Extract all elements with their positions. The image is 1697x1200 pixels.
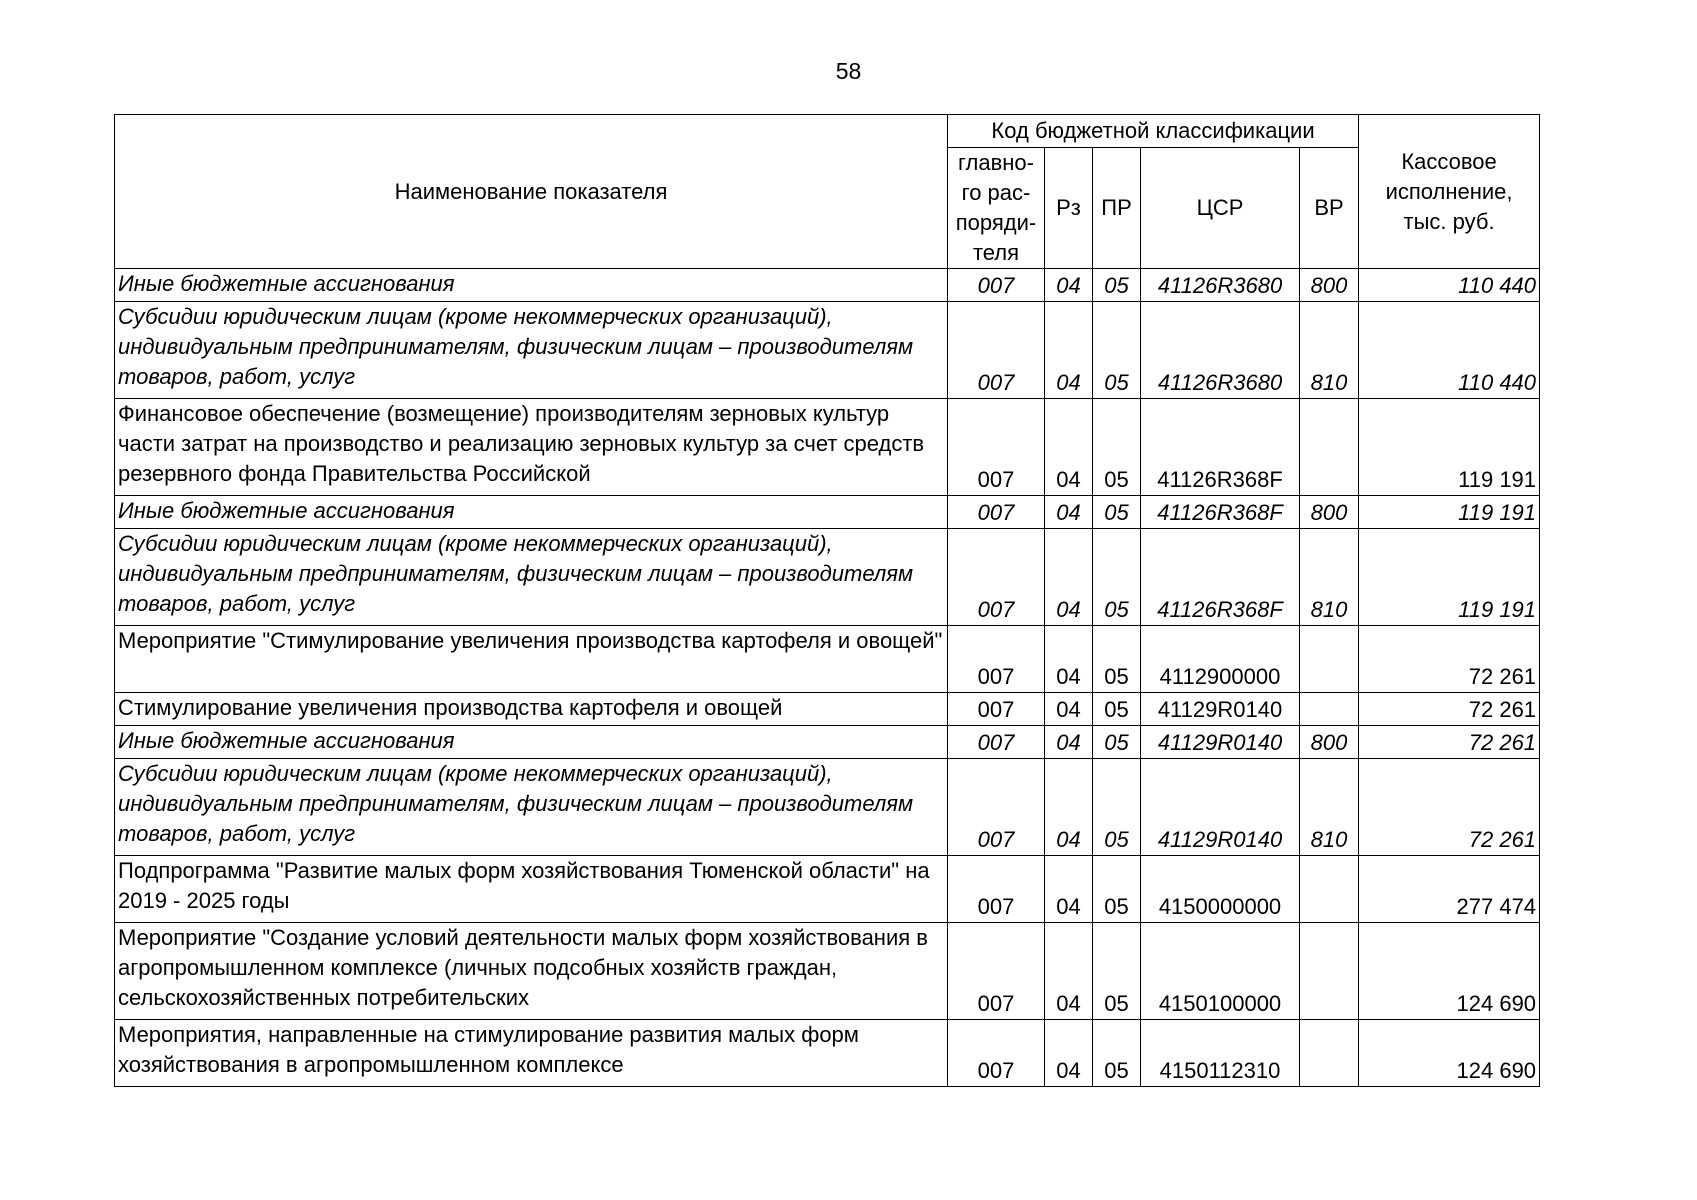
row-csr: 4150100000 [1141, 923, 1300, 1020]
row-gr: 007 [948, 759, 1045, 856]
table-row [115, 693, 1540, 726]
row-name: Иные бюджетные ассигнования [115, 269, 948, 302]
row-amount: 72 261 [1359, 726, 1540, 759]
row-vr [1300, 693, 1359, 726]
row-pr: 05 [1093, 1020, 1141, 1087]
row-pr: 05 [1093, 626, 1141, 693]
table-row [115, 496, 1540, 529]
row-rz: 04 [1045, 399, 1093, 496]
row-gr: 007 [948, 269, 1045, 302]
row-rz: 04 [1045, 693, 1093, 726]
row-name: Иные бюджетные ассигнования [115, 726, 948, 759]
table-row [115, 1020, 1540, 1087]
table-row [115, 856, 1540, 923]
row-amount: 124 690 [1359, 923, 1540, 1020]
row-name: Подпрограмма "Развитие малых форм хозяйствования Тюменской области" на 2019 - 2025 годы [115, 856, 948, 923]
row-pr: 05 [1093, 399, 1141, 496]
row-gr: 007 [948, 496, 1045, 529]
row-vr: 800 [1300, 726, 1359, 759]
row-rz: 04 [1045, 269, 1093, 302]
row-csr: 4150000000 [1141, 856, 1300, 923]
row-amount: 72 261 [1359, 693, 1540, 726]
row-vr: 810 [1300, 529, 1359, 626]
row-amount: 110 440 [1359, 302, 1540, 399]
row-csr: 41129R0140 [1141, 693, 1300, 726]
header-rz: Рз [1045, 148, 1093, 269]
header-kbk-group: Код бюджетной классификации [948, 115, 1359, 148]
row-amount: 119 191 [1359, 496, 1540, 529]
row-name: Мероприятия, направленные на стимулирование развития малых форм хозяйствования в агропромышленном комплексе [115, 1020, 948, 1087]
row-gr: 007 [948, 399, 1045, 496]
row-csr: 41129R0140 [1141, 726, 1300, 759]
row-pr: 05 [1093, 856, 1141, 923]
row-rz: 04 [1045, 302, 1093, 399]
row-amount: 277 474 [1359, 856, 1540, 923]
row-rz: 04 [1045, 1020, 1093, 1087]
table-row [115, 626, 1540, 693]
row-csr: 41129R0140 [1141, 759, 1300, 856]
row-pr: 05 [1093, 726, 1141, 759]
table-body [115, 269, 1540, 1087]
row-amount: 119 191 [1359, 529, 1540, 626]
table-row [115, 269, 1540, 302]
budget-table [114, 114, 1540, 1087]
row-name: Субсидии юридическим лицам (кроме некоммерческих организаций), индивидуальным предпринимателям, физическим лицам – производителям товаров, работ, услуг [115, 302, 948, 399]
row-rz: 04 [1045, 923, 1093, 1020]
row-amount: 124 690 [1359, 1020, 1540, 1087]
table-row [115, 759, 1540, 856]
row-amount: 110 440 [1359, 269, 1540, 302]
row-rz: 04 [1045, 626, 1093, 693]
header-vr: ВР [1300, 148, 1359, 269]
row-csr: 4150112310 [1141, 1020, 1300, 1087]
row-vr [1300, 923, 1359, 1020]
row-pr: 05 [1093, 269, 1141, 302]
row-gr: 007 [948, 302, 1045, 399]
header-name: Наименование показателя [115, 115, 948, 269]
table-row [115, 529, 1540, 626]
header-gr: главно- го рас- поряди- теля [948, 148, 1045, 269]
row-gr: 007 [948, 626, 1045, 693]
table-row [115, 302, 1540, 399]
row-name: Мероприятие "Создание условий деятельности малых форм хозяйствования в агропромышленном комплексе (личных подсобных хозяйств граждан, сельскохозяйственных потребительских [115, 923, 948, 1020]
page-number: 58 [835, 58, 862, 84]
row-vr: 800 [1300, 496, 1359, 529]
row-pr: 05 [1093, 529, 1141, 626]
row-csr: 41126R368F [1141, 399, 1300, 496]
row-vr [1300, 626, 1359, 693]
row-rz: 04 [1045, 726, 1093, 759]
row-vr [1300, 856, 1359, 923]
row-csr: 4112900000 [1141, 626, 1300, 693]
row-gr: 007 [948, 693, 1045, 726]
row-pr: 05 [1093, 693, 1141, 726]
table-row [115, 399, 1540, 496]
row-vr [1300, 399, 1359, 496]
row-gr: 007 [948, 1020, 1045, 1087]
row-amount: 72 261 [1359, 626, 1540, 693]
row-rz: 04 [1045, 759, 1093, 856]
row-gr: 007 [948, 529, 1045, 626]
row-name: Субсидии юридическим лицам (кроме некоммерческих организаций), индивидуальным предпринимателям, физическим лицам – производителям товаров, работ, услуг [115, 759, 948, 856]
row-pr: 05 [1093, 923, 1141, 1020]
row-name: Иные бюджетные ассигнования [115, 496, 948, 529]
row-gr: 007 [948, 856, 1045, 923]
row-gr: 007 [948, 726, 1045, 759]
row-pr: 05 [1093, 302, 1141, 399]
row-vr: 810 [1300, 759, 1359, 856]
row-pr: 05 [1093, 496, 1141, 529]
row-name: Стимулирование увеличения производства картофеля и овощей [115, 693, 948, 726]
row-name: Финансовое обеспечение (возмещение) производителям зерновых культур части затрат на производство и реализацию зерновых культур за счет средств резервного фонда Правительства Российской [115, 399, 948, 496]
header-amount: Кассовое исполнение, тыс. руб. [1359, 115, 1540, 269]
row-vr: 810 [1300, 302, 1359, 399]
row-name: Субсидии юридическим лицам (кроме некоммерческих организаций), индивидуальным предпринимателям, физическим лицам – производителям товаров, работ, услуг [115, 529, 948, 626]
row-gr: 007 [948, 923, 1045, 1020]
table-row [115, 726, 1540, 759]
row-rz: 04 [1045, 496, 1093, 529]
row-rz: 04 [1045, 529, 1093, 626]
row-csr: 41126R3680 [1141, 269, 1300, 302]
header-csr: ЦСР [1141, 148, 1300, 269]
row-amount: 72 261 [1359, 759, 1540, 856]
row-csr: 41126R368F [1141, 529, 1300, 626]
row-rz: 04 [1045, 856, 1093, 923]
row-csr: 41126R368F [1141, 496, 1300, 529]
row-pr: 05 [1093, 759, 1141, 856]
row-csr: 41126R3680 [1141, 302, 1300, 399]
row-vr [1300, 1020, 1359, 1087]
table-row [115, 923, 1540, 1020]
row-vr: 800 [1300, 269, 1359, 302]
row-name: Мероприятие "Стимулирование увеличения производства картофеля и овощей" [115, 626, 948, 693]
row-amount: 119 191 [1359, 399, 1540, 496]
header-pr: ПР [1093, 148, 1141, 269]
